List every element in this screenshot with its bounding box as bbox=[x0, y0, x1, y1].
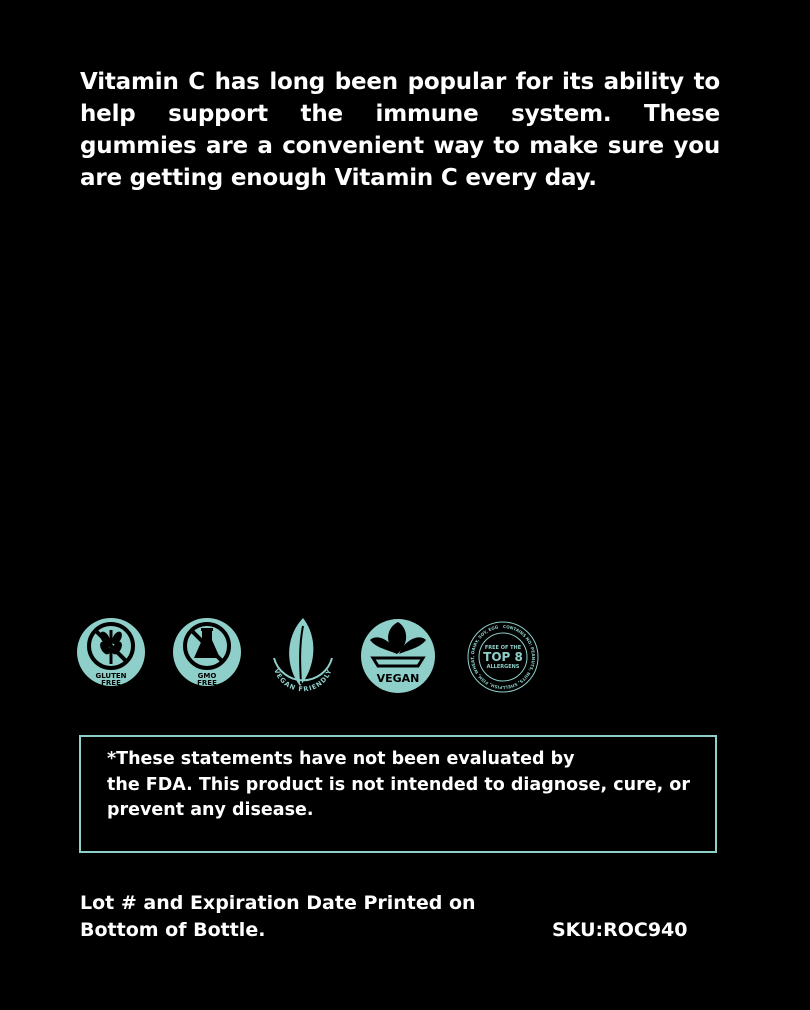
allergen-ring-text: CONTAINS NO: PEANUTS, NUTS, SHELLFISH, FISH, WHEAT, DAIRY, SOY, EGG bbox=[469, 623, 536, 691]
certification-badges bbox=[74, 614, 554, 704]
vegan-label: VEGAN bbox=[376, 672, 420, 685]
top8-line3: ALLERGENS bbox=[486, 664, 520, 670]
top8-allergens-badge bbox=[466, 620, 540, 694]
fda-disclaimer-line2: the FDA. This product is not intended to diagnose, cure, or prevent any disease. bbox=[107, 774, 690, 820]
gluten-free-line1: GLUTEN bbox=[95, 672, 127, 680]
flask-icon bbox=[170, 614, 244, 690]
vegan-badge bbox=[360, 614, 436, 696]
leaves-icon bbox=[360, 614, 436, 696]
vegan-friendly-badge bbox=[266, 614, 340, 704]
fda-disclaimer-text bbox=[107, 747, 697, 824]
gluten-free-line2: FREE bbox=[101, 679, 121, 687]
gmo-free-line1: GMO bbox=[197, 672, 217, 680]
top8-line2: TOP 8 bbox=[483, 650, 523, 664]
gluten-free-badge bbox=[74, 614, 148, 690]
gmo-free-badge bbox=[170, 614, 244, 690]
product-description: Vitamin C has long been popular for its ability to help support the immune system. These gummies are a convenient way to make sure you are getting enough Vitamin C every day. bbox=[80, 69, 720, 191]
gmo-free-line2: FREE bbox=[197, 679, 217, 687]
leaf-icon bbox=[266, 614, 340, 704]
lot-expiration-note: Lot # and Expiration Date Printed on Bottom of Bottle. bbox=[80, 892, 476, 941]
vegan-friendly-label: VEGAN FRIENDLY bbox=[272, 667, 334, 694]
wheat-icon bbox=[74, 614, 148, 690]
sku-label: SKU:ROC940 bbox=[552, 919, 688, 941]
fda-disclaimer-line1: *These statements have not been evaluated by bbox=[107, 749, 575, 769]
fda-disclaimer-box bbox=[79, 735, 717, 853]
top8-line1: FREE OF THE bbox=[484, 645, 522, 651]
allergen-seal-icon bbox=[466, 620, 540, 694]
